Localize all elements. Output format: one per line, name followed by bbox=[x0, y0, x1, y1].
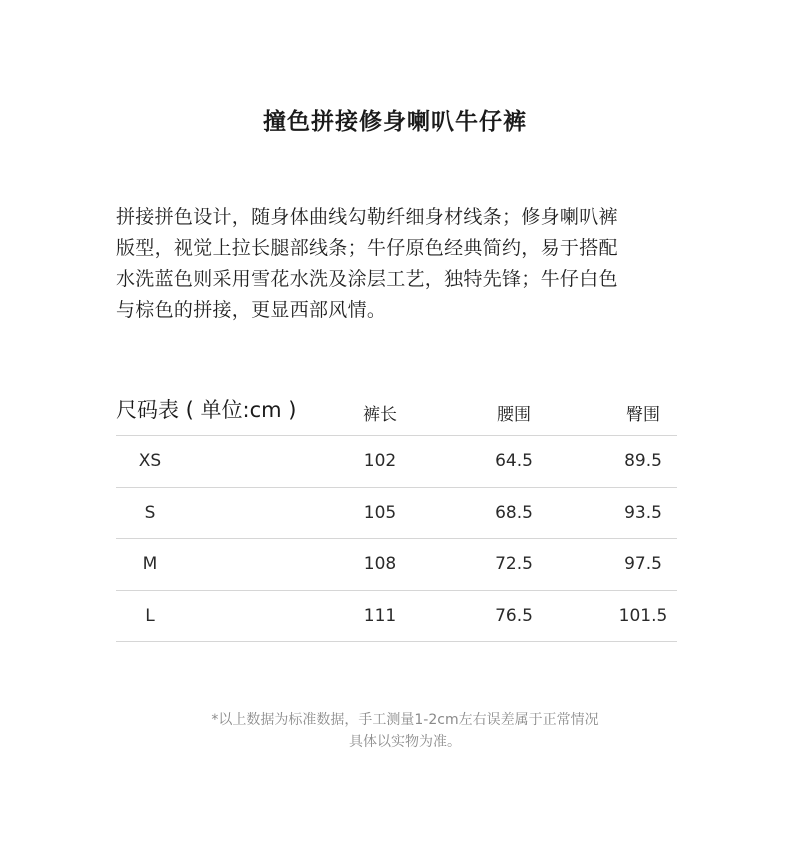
waist-cell: 76.5 bbox=[495, 605, 533, 626]
size-table-title: 尺码表 ( 单位:cm ) bbox=[116, 398, 297, 422]
table-row bbox=[116, 436, 677, 488]
size-cell: M bbox=[142, 554, 158, 574]
measurement-note bbox=[0, 709, 790, 753]
description-line: 拼接拼色设计，随身体曲线勾勒纤细身材线条；修身喇叭裤 bbox=[116, 206, 618, 228]
product-description bbox=[116, 202, 676, 326]
description-line: 与棕色的拼接，更显西部风情。 bbox=[116, 299, 387, 321]
length-cell: 105 bbox=[363, 502, 397, 523]
column-header-waist: 腰围 bbox=[497, 405, 531, 425]
product-title: 撞色拼接修身喇叭牛仔裤 bbox=[263, 109, 527, 135]
column-header-hip: 臀围 bbox=[626, 405, 660, 425]
size-cell: S bbox=[144, 502, 156, 523]
hip-cell: 97.5 bbox=[624, 554, 662, 574]
table-row bbox=[116, 591, 677, 643]
hip-cell: 101.5 bbox=[618, 605, 668, 626]
note-line: *以上数据为标准数据，手工测量1-2cm左右误差属于正常情况 bbox=[211, 712, 599, 728]
length-cell: 102 bbox=[363, 451, 397, 471]
size-table-header bbox=[116, 388, 677, 436]
column-header-length: 裤长 bbox=[363, 405, 397, 425]
hip-cell: 93.5 bbox=[624, 502, 662, 523]
note-line: 具体以实物为准。 bbox=[349, 734, 461, 750]
waist-cell: 72.5 bbox=[495, 554, 533, 574]
description-line: 水洗蓝色则采用雪花水洗及涂层工艺，独特先锋；牛仔白色 bbox=[116, 268, 618, 290]
length-cell: 111 bbox=[363, 605, 397, 626]
table-row bbox=[116, 488, 677, 540]
waist-cell: 68.5 bbox=[495, 502, 533, 523]
description-line: 版型，视觉上拉长腿部线条；牛仔原色经典简约，易于搭配 bbox=[116, 237, 618, 259]
size-cell: L bbox=[145, 605, 155, 626]
waist-cell: 64.5 bbox=[495, 451, 533, 471]
table-row bbox=[116, 539, 677, 591]
size-table bbox=[116, 388, 677, 642]
length-cell: 108 bbox=[363, 554, 397, 574]
size-cell: XS bbox=[138, 451, 162, 471]
hip-cell: 89.5 bbox=[624, 451, 662, 471]
